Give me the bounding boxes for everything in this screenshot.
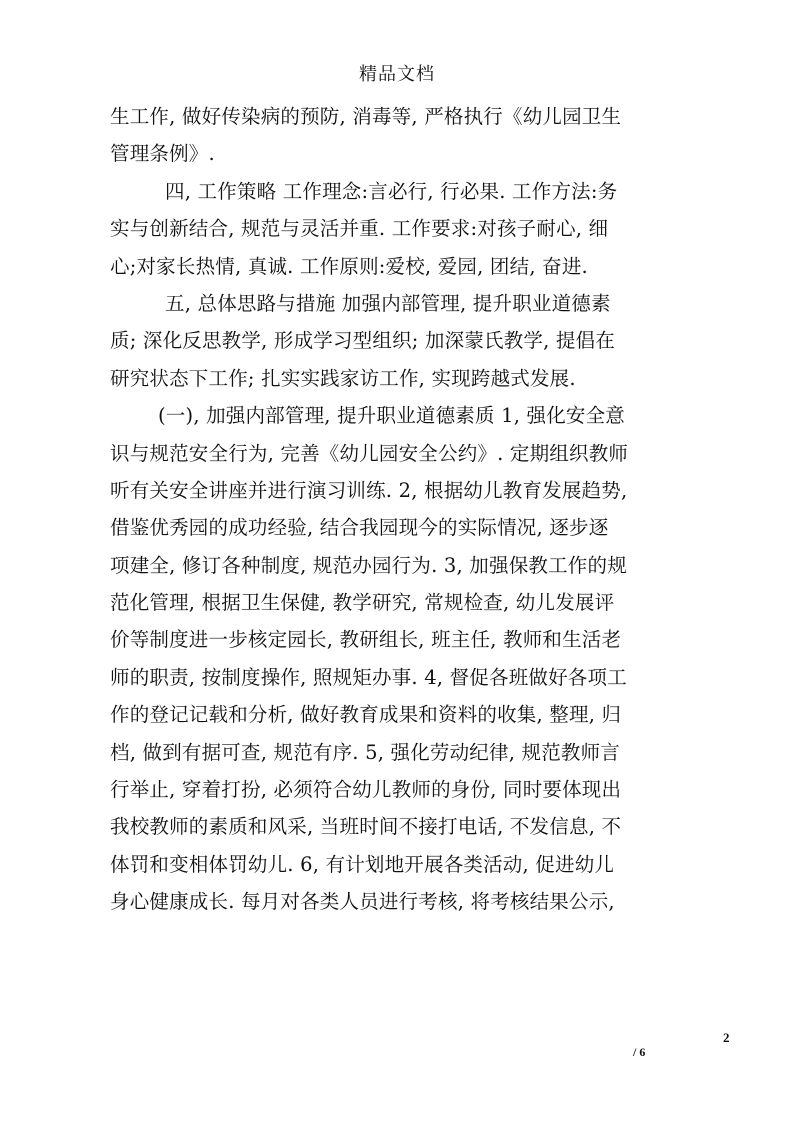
text-line: 行举止, 穿着打扮, 必须符合幼儿教师的身份, 同时要体现出: [110, 778, 622, 802]
text-line: 范化管理, 根据卫生保健, 教学研究, 常规检查, 幼儿发展评: [110, 591, 615, 615]
text-line: 管理条例》.: [110, 142, 215, 166]
text-line: 我校教师的素质和风采, 当班时间不接打电话, 不发信息, 不: [110, 815, 622, 839]
page-header-title: 精品文档: [359, 64, 435, 85]
text-line: 识与规范安全行为, 完善《幼儿园安全公约》. 定期组织教师: [110, 441, 629, 465]
document-body: [110, 98, 686, 921]
text-line: 实与创新结合, 规范与灵活并重. 工作要求:对孩子耐心, 细: [110, 217, 609, 241]
text-line: 价等制度进一步核定园长, 教研组长, 班主任, 教师和生活老: [110, 628, 622, 652]
text-line: 心;对家长热情, 真诚. 工作原则:爱校, 爱园, 团结, 奋进.: [110, 254, 588, 278]
text-line: 师的职责, 按制度操作, 照规矩办事. 4, 督促各班做好各项工: [110, 665, 627, 689]
text-line: 四, 工作策略 工作理念:言必行, 行必果. 工作方法:务: [165, 179, 618, 203]
text-line: 作的登记记载和分析, 做好教育成果和资料的收集, 整理, 归: [110, 703, 622, 727]
text-line: 身心健康成长. 每月对各类人员进行考核, 将考核结果公示,: [110, 890, 615, 914]
text-line: (一), 加强内部管理, 提升职业道德素质 1, 强化安全意: [158, 404, 626, 428]
text-line: 质; 深化反思教学, 形成学习型组织; 加深蒙氏教学, 提倡在: [110, 329, 616, 353]
text-line: 借鉴优秀园的成功经验, 结合我园现今的实际情况, 逐步逐: [110, 516, 609, 540]
text-line: 项建全, 修订各种制度, 规范办园行为. 3, 加强保教工作的规: [110, 553, 627, 577]
page-number: 2: [723, 1030, 730, 1045]
text-line: 听有关安全讲座并进行演习训练. 2, 根据幼儿教育发展趋势,: [110, 478, 628, 502]
text-line: 档, 做到有据可查, 规范有序. 5, 强化劳动纪律, 规范教师言: [110, 740, 620, 764]
text-line: 生工作, 做好传染病的预防, 消毒等, 严格执行《幼儿园卫生: [110, 105, 622, 128]
page-total: / 6: [633, 1045, 646, 1059]
text-line: 体罚和变相体罚幼儿. 6, 有计划地开展各类活动, 促进幼儿: [110, 852, 615, 876]
text-line: 五, 总体思路与措施 加强内部管理, 提升职业道德素: [165, 291, 611, 315]
text-line: 研究状态下工作; 扎实实践家访工作, 实现跨越式发展.: [110, 366, 576, 390]
